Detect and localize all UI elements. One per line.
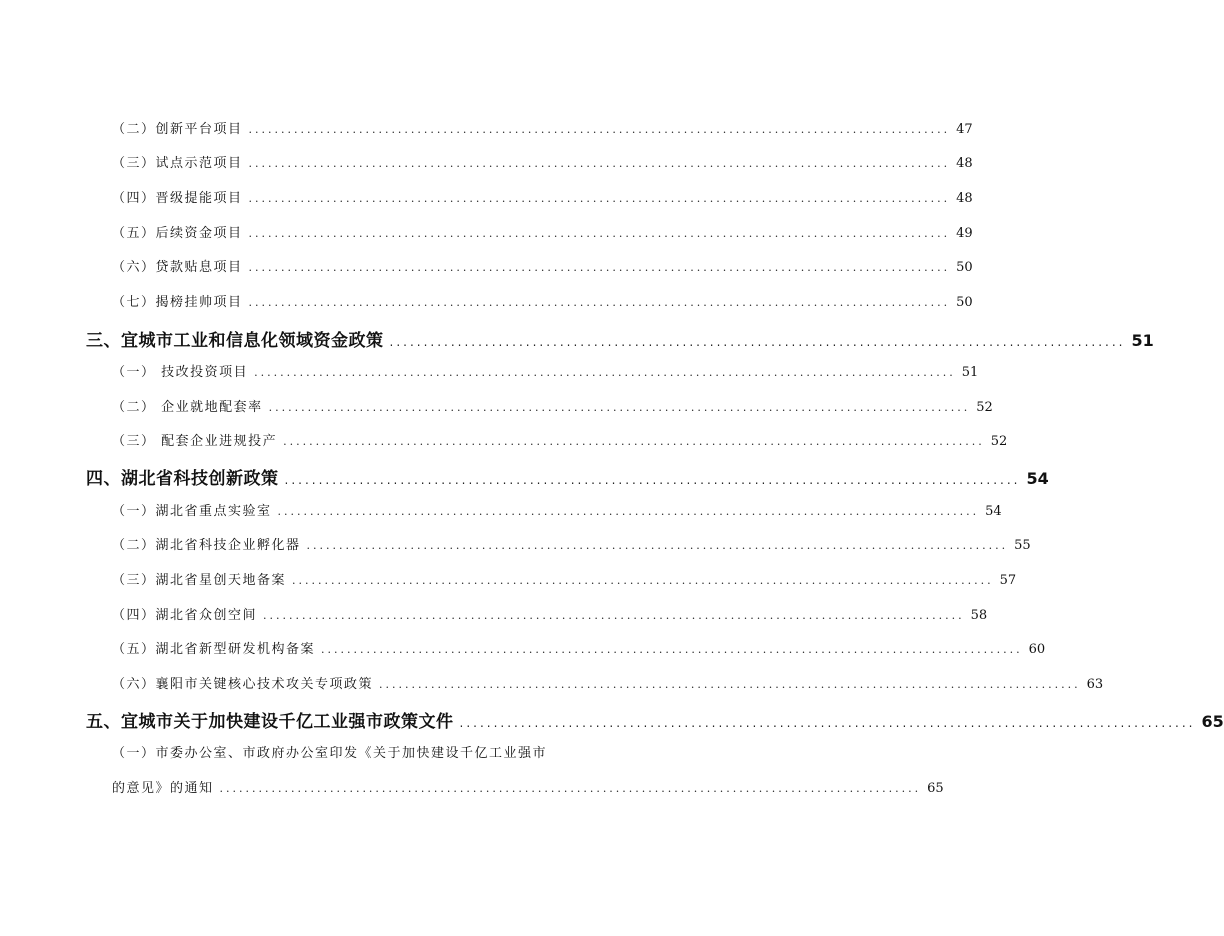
- toc-entry-label: （三）试点示范项目: [112, 156, 243, 171]
- toc-page-number: 50: [956, 260, 973, 275]
- leader-dots: ............................................................................................................: [306, 539, 1009, 552]
- leader-dots: ............................................................................................................: [277, 505, 980, 518]
- leader-dots: ............................................................................................................: [219, 782, 922, 795]
- toc-page-number: 52: [990, 434, 1008, 449]
- toc-section-heading[interactable]: [86, 707, 1224, 732]
- leader-dots: ............................................................................................................: [389, 335, 1126, 349]
- leader-dots: ............................................................................................................: [248, 123, 951, 136]
- toc-page-number: 60: [1028, 642, 1046, 657]
- toc-page-number: 51: [961, 365, 979, 380]
- leader-dots: ............................................................................................................: [248, 192, 951, 205]
- leader-dots: ............................................................................................................: [254, 366, 956, 379]
- toc-page-number: 54: [1026, 469, 1049, 488]
- toc-page-number: 65: [1201, 712, 1224, 731]
- toc-entry-label: （三）湖北省星创天地备案: [112, 573, 287, 588]
- toc-entry-label: （二） 企业就地配套率: [112, 400, 263, 415]
- toc-section-heading[interactable]: [86, 326, 1154, 351]
- toc-entry-label: （四）湖北省众创空间: [112, 608, 258, 623]
- leader-dots: ............................................................................................................: [379, 678, 1081, 691]
- toc-page-number: 58: [970, 608, 988, 623]
- toc-page-number: 54: [985, 504, 1002, 519]
- toc-entry-line1[interactable]: （一）市委办公室、市政府办公室印发《关于加快建设千亿工业强市: [112, 746, 548, 761]
- leader-dots: ............................................................................................................: [459, 716, 1196, 730]
- toc-entry[interactable]: [112, 396, 993, 415]
- toc-entry[interactable]: [112, 256, 973, 275]
- toc-entry-label: （二）创新平台项目: [112, 122, 243, 137]
- toc-entry-label: （一）湖北省重点实验室: [112, 504, 272, 519]
- leader-dots: ............................................................................................................: [283, 435, 985, 448]
- toc-entry[interactable]: [112, 500, 1002, 519]
- leader-dots: ............................................................................................................: [268, 401, 971, 414]
- toc-entry-label: （一） 技改投资项目: [112, 365, 249, 380]
- toc-page-number: 63: [1086, 677, 1104, 692]
- toc-entry[interactable]: [112, 361, 979, 380]
- toc-entry-label: （五）湖北省新型研发机构备案: [112, 642, 316, 657]
- toc-entry[interactable]: [112, 777, 944, 796]
- toc-entry-label: （五）后续资金项目: [112, 226, 243, 241]
- leader-dots: ............................................................................................................: [248, 157, 951, 170]
- toc-entry-label: 的意见》的通知: [112, 781, 214, 796]
- toc-page-number: 51: [1131, 331, 1154, 350]
- toc-entry-label: （四）晋级提能项目: [112, 191, 243, 206]
- toc-section-label: 三、宜城市工业和信息化领域资金政策: [86, 331, 384, 351]
- toc-section-heading[interactable]: [86, 464, 1049, 489]
- toc-entry[interactable]: [112, 638, 1046, 657]
- leader-dots: ............................................................................................................: [292, 574, 994, 587]
- toc-page-number: 55: [1014, 538, 1031, 553]
- leader-dots: ............................................................................................................: [321, 643, 1023, 656]
- toc-section-label: 四、湖北省科技创新政策: [86, 469, 279, 489]
- toc-entry-label: （二）湖北省科技企业孵化器: [112, 538, 301, 553]
- toc-page-number: 65: [927, 781, 944, 796]
- toc-entry-label: （七）揭榜挂帅项目: [112, 295, 243, 310]
- toc-page-number: 52: [976, 400, 993, 415]
- toc-entry[interactable]: [112, 222, 973, 241]
- toc-section-label: 五、宜城市关于加快建设千亿工业强市政策文件: [86, 712, 454, 732]
- toc-entry-label: （六）贷款贴息项目: [112, 260, 243, 275]
- toc-page-number: 48: [956, 191, 973, 206]
- toc-entry[interactable]: [112, 187, 973, 206]
- leader-dots: ............................................................................................................: [248, 296, 951, 309]
- toc-entry-label: （六）襄阳市关键核心技术攻关专项政策: [112, 677, 374, 692]
- toc-page-number: 50: [956, 295, 973, 310]
- leader-dots: ............................................................................................................: [248, 227, 951, 240]
- toc-page-number: 47: [956, 122, 973, 137]
- toc-entry[interactable]: [112, 118, 973, 137]
- toc-page-number: 48: [956, 156, 973, 171]
- toc-entry[interactable]: [112, 673, 1104, 692]
- toc-entry[interactable]: [112, 430, 1008, 449]
- toc-entry[interactable]: [112, 604, 988, 623]
- toc-entry-label: （三） 配套企业进规投产: [112, 434, 278, 449]
- toc-page-number: 57: [999, 573, 1017, 588]
- toc-entry[interactable]: [112, 534, 1031, 553]
- leader-dots: ............................................................................................................: [284, 473, 1021, 487]
- toc-page-number: 49: [956, 226, 973, 241]
- toc-entry[interactable]: [112, 569, 1017, 588]
- leader-dots: ............................................................................................................: [263, 609, 965, 622]
- toc-entry[interactable]: [112, 291, 973, 310]
- toc-entry[interactable]: [112, 152, 973, 171]
- leader-dots: ............................................................................................................: [248, 261, 951, 274]
